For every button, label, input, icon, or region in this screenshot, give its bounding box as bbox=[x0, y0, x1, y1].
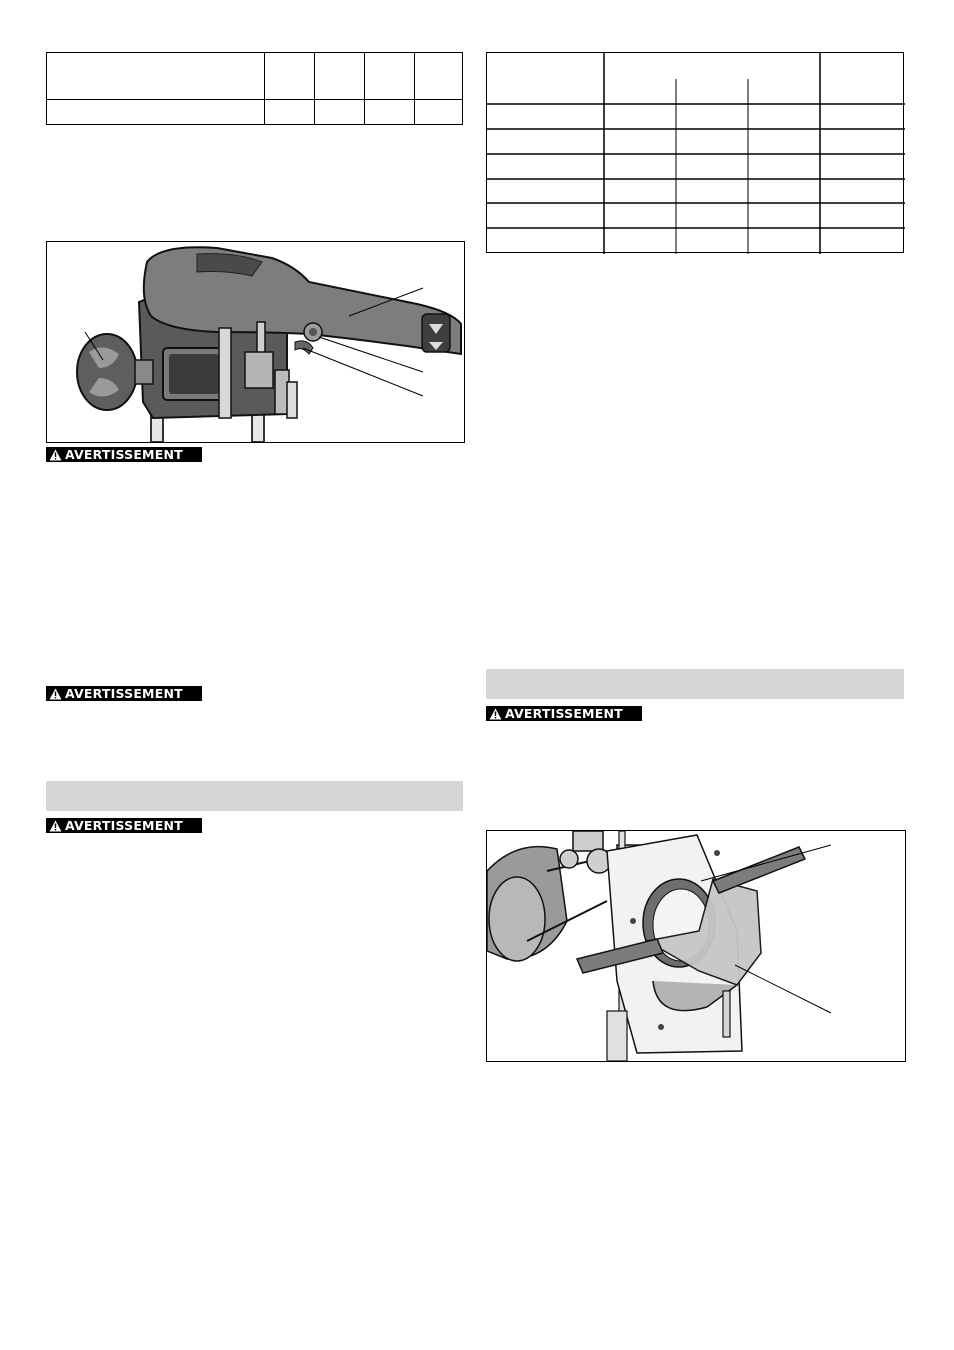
dust-nozzle-figure bbox=[486, 830, 906, 1062]
warning-label-3 bbox=[46, 818, 202, 833]
warning-text: AVERTISSEMENT bbox=[65, 818, 183, 833]
table-cell bbox=[265, 53, 315, 100]
table-cell bbox=[415, 53, 463, 100]
warning-text: AVERTISSEMENT bbox=[65, 447, 183, 462]
table-cell bbox=[365, 53, 415, 100]
warning-text: AVERTISSEMENT bbox=[505, 706, 623, 721]
table-cell bbox=[47, 53, 265, 100]
section-heading-band-left bbox=[46, 781, 463, 811]
warning-triangle-icon bbox=[49, 688, 62, 700]
table-cell bbox=[315, 53, 365, 100]
warning-triangle-icon bbox=[49, 820, 62, 832]
warning-label-4 bbox=[486, 706, 642, 721]
warning-label-1 bbox=[46, 447, 202, 462]
table-cell bbox=[315, 100, 365, 125]
table-cell bbox=[265, 100, 315, 125]
warning-triangle-icon bbox=[489, 708, 502, 720]
warning-triangle-icon bbox=[49, 449, 62, 461]
table-cell bbox=[47, 100, 265, 125]
warning-label-2 bbox=[46, 686, 202, 701]
section-heading-band-right bbox=[486, 669, 904, 699]
table-cell bbox=[415, 100, 463, 125]
spec-table-right bbox=[486, 52, 904, 253]
spec-table-right-grid bbox=[487, 53, 905, 254]
router-handle-figure bbox=[46, 241, 465, 443]
table-cell bbox=[365, 100, 415, 125]
router-handle-illustration bbox=[47, 242, 464, 442]
dust-nozzle-illustration bbox=[487, 831, 905, 1061]
spec-table-left bbox=[46, 52, 463, 125]
warning-text: AVERTISSEMENT bbox=[65, 686, 183, 701]
